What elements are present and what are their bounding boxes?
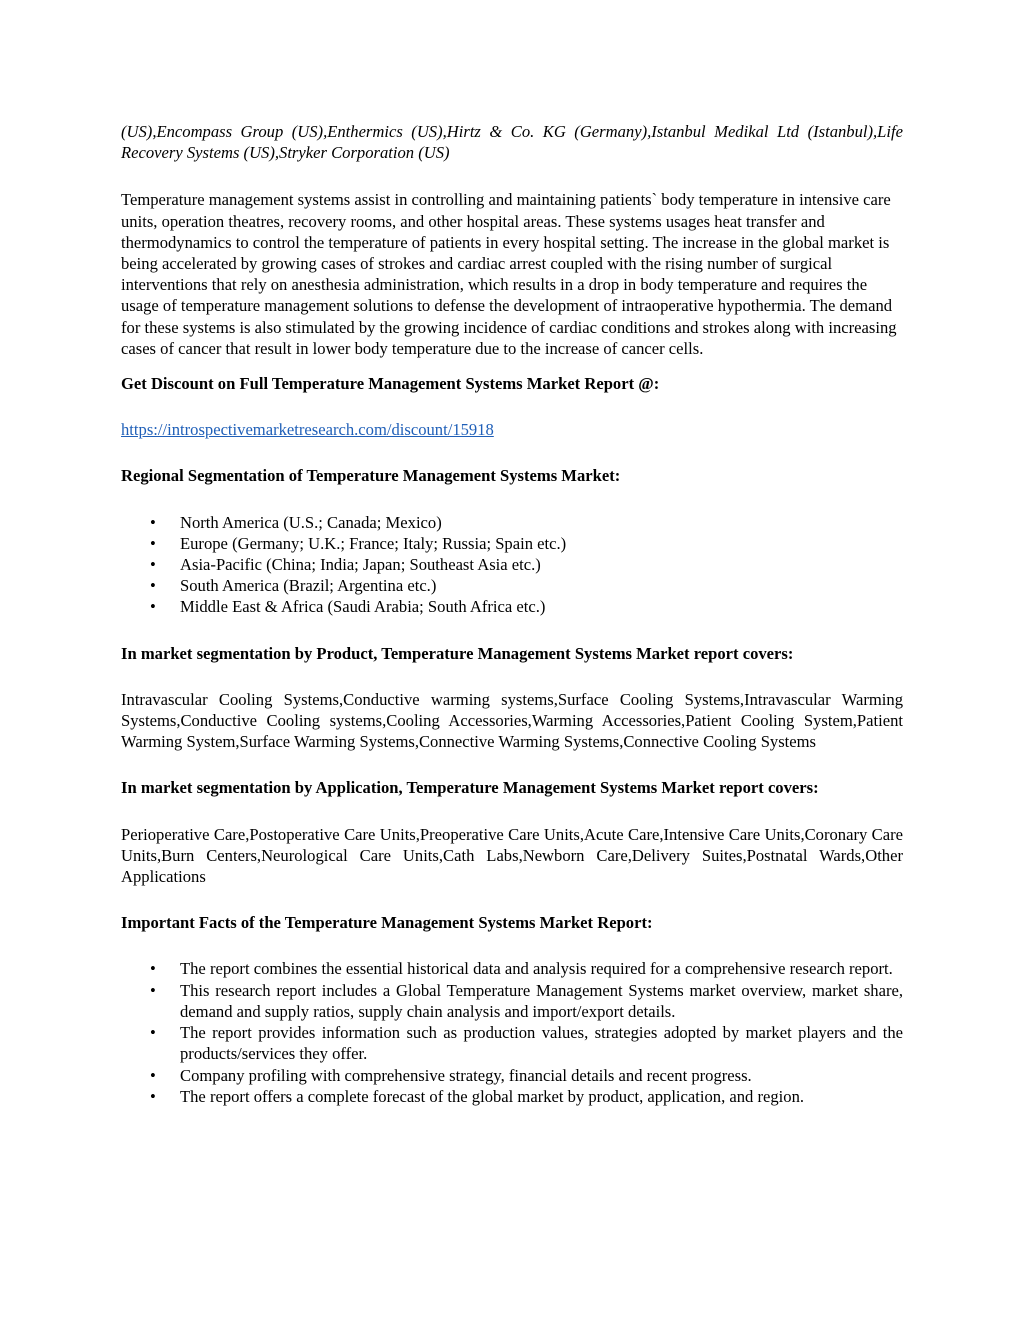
list-item: • Asia-Pacific (China; India; Japan; Southeast Asia etc.) xyxy=(121,554,903,575)
regional-list xyxy=(121,512,903,618)
application-text: Perioperative Care,Postoperative Care Units,Preoperative Care Units,Acute Care,Intensive Care Units,Coronary Care Units,Burn Centers,Neurological Care Units,Cath Labs,Newborn Care,Delivery Suites,Postnatal Wards,Other Applications xyxy=(121,824,903,887)
regional-heading: Regional Segmentation of Temperature Management Systems Market: xyxy=(121,466,621,486)
list-item: • Middle East & Africa (Saudi Arabia; South Africa etc.) xyxy=(121,596,903,617)
list-item: • The report offers a complete forecast of the global market by product, application, and region. xyxy=(121,1086,903,1107)
discount-link[interactable]: https://introspectivemarketresearch.com/discount/15918 xyxy=(121,420,494,440)
discount-link-paragraph xyxy=(121,419,903,440)
product-heading: In market segmentation by Product, Temperature Management Systems Market report covers: xyxy=(121,643,794,663)
discount-heading: Get Discount on Full Temperature Management Systems Market Report @: xyxy=(121,374,660,394)
application-heading: In market segmentation by Application, Temperature Management Systems Market report covers: xyxy=(121,778,819,798)
description-paragraph: Temperature management systems assist in controlling and maintaining patients` body temperature in intensive care units, operation theatres, recovery rooms, and other hospital areas. These systems usages heat transfer and thermodynamics to control the temperature of patients in every hospital setting. The increase in the global market is being accelerated by growing cases of strokes and cardiac arrest coupled with the rising number of surgical interventions that rely on anesthesia administration, which results in a drop in body temperature and requires the usage of temperature management solutions to defense the development of intraoperative hypothermia. The demand for these systems is also stimulated by the growing incidence of cardiac conditions and strokes along with increasing cases of cancer that result in lower body temperature due to the increase of cancer cells. xyxy=(121,190,897,358)
list-item: • This research report includes a Global Temperature Management Systems market overview, market share, demand and supply ratios, supply chain analysis and import/export details. xyxy=(121,980,903,1022)
intro-companies-paragraph: (US),Encompass Group (US),Enthermics (US),Hirtz & Co. KG (Germany),Istanbul Medikal Ltd (Istanbul),Life Recovery Systems (US),Stryker Corporation (US) xyxy=(121,122,903,163)
facts-heading: Important Facts of the Temperature Management Systems Market Report: xyxy=(121,913,653,933)
product-text: Intravascular Cooling Systems,Conductive warming systems,Surface Cooling Systems,Intravascular Warming Systems,Conductive Cooling systems,Cooling Accessories,Warming Accessories,Patient Cooling System,Patient Warming System,Surface Warming Systems,Connective Warming Systems,Connective Cooling Systems xyxy=(121,689,903,752)
list-item: • Company profiling with comprehensive strategy, financial details and recent progress. xyxy=(121,1065,903,1086)
list-item: • The report provides information such as production values, strategies adopted by market players and the products/services they offer. xyxy=(121,1022,903,1064)
facts-list xyxy=(121,958,903,1106)
document-page xyxy=(121,121,903,1107)
list-item: • South America (Brazil; Argentina etc.) xyxy=(121,575,903,596)
list-item: • Europe (Germany; U.K.; France; Italy; Russia; Spain etc.) xyxy=(121,533,903,554)
list-item: • North America (U.S.; Canada; Mexico) xyxy=(121,512,903,533)
list-item: • The report combines the essential historical data and analysis required for a comprehensive research report. xyxy=(121,958,903,979)
